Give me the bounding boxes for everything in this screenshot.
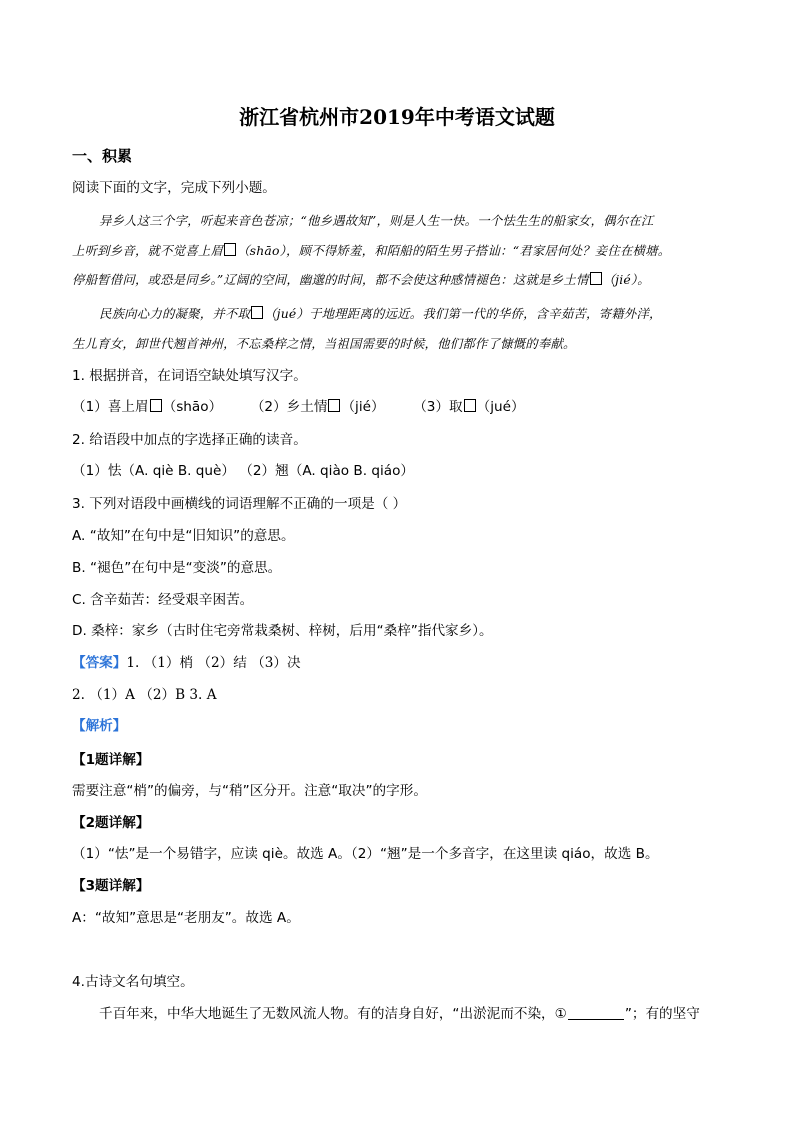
analysis-text-2: （1）“怯”是一个易错字，应读 qiè。故选 A。（2）“翘”是一个多音字，在这里读 qiáo，故选 B。	[72, 846, 659, 862]
question-2-items: （1）怯（A. qiè B. què） （2）翘（A. qiào B. qiáo）	[72, 463, 415, 479]
item-text: （2）乡土情	[250, 399, 328, 415]
analysis-tag: 【解析】	[72, 718, 127, 734]
passage-line	[72, 241, 670, 261]
passage-text: 上听到乡音，就不觉喜上眉	[72, 243, 224, 258]
passage-line: 异乡人这三个字，听起来音色苍凉；“他乡遇故知”，则是人生一快。一个怯生生的船家女，偶尔在江	[99, 213, 654, 228]
document-title: 浙江省杭州市2019年中考语文试题	[239, 105, 555, 129]
answer-tag: 【答案】	[72, 655, 127, 671]
reading-instruction: 阅读下面的文字，完成下列小题。	[72, 180, 276, 196]
analysis-heading-1: 【1题详解】	[72, 752, 150, 768]
fill-blank[interactable]	[568, 1005, 624, 1020]
passage-text: 停船暂借问，或恐是同乡。”辽阔的空间，幽邈的时间，都不会使这种感情褪色：这就是乡土情	[72, 272, 589, 287]
question-1-items	[72, 397, 525, 417]
blank-box	[464, 399, 476, 412]
q4-text: 千百年来，中华大地诞生了无数风流人物。有的洁身自好，“出淤泥而不染，①	[99, 1006, 567, 1022]
item-text: （jié）	[341, 399, 385, 415]
blank-box	[150, 399, 162, 412]
analysis-heading-3: 【3题详解】	[72, 878, 150, 894]
blank-box	[328, 399, 340, 412]
item-text: （1）喜上眉	[72, 399, 149, 415]
passage-line: 生儿育女，卸世代翘首神州，不忘桑梓之情，当祖国需要的时候，他们都作了慷慨的奉献。	[72, 336, 576, 351]
option-b: B. “褪色”在句中是“变淡”的意思。	[72, 560, 282, 576]
passage-text: （jué）于地理距离的远近。我们第一代的华侨，含辛茹苦，寄籍外洋，	[264, 306, 662, 321]
answer-text: 1. （1）梢 （2）结 （3）决	[126, 655, 301, 671]
question-4-text	[99, 1004, 700, 1024]
item-text: （3）取	[413, 399, 463, 415]
passage-line	[99, 304, 662, 324]
option-c: C. 含辛茹苦：经受艰辛困苦。	[72, 592, 254, 608]
blank-box	[224, 243, 236, 256]
passage-text: （jié）。	[602, 272, 650, 287]
blank-box	[590, 272, 602, 285]
option-a: A. “故知”在句中是“旧知识”的意思。	[72, 528, 295, 544]
blank-box	[251, 306, 263, 319]
answer-line-2: 2. （1）A （2）B 3. A	[72, 687, 217, 703]
question-3-stem: 3. 下列对语段中画横线的词语理解不正确的一项是（ ）	[72, 496, 407, 512]
passage-text: 民族向心力的凝聚，并不取	[99, 306, 251, 321]
section-heading: 一、积累	[72, 147, 133, 165]
option-d: D. 桑梓：家乡（古时住宅旁常栽桑树、梓树，后用“桑梓”指代家乡）。	[72, 623, 493, 639]
question-4-stem: 4.古诗文名句填空。	[72, 974, 194, 990]
analysis-text-1: 需要注意“梢”的偏旁，与“稍”区分开。注意“取决”的字形。	[72, 783, 427, 799]
answer-line	[72, 653, 301, 673]
analysis-heading-2: 【2题详解】	[72, 815, 150, 831]
analysis-text-3: A：“故知”意思是“老朋友”。故选 A。	[72, 910, 300, 926]
q4-text: ”；有的坚守	[624, 1006, 700, 1022]
question-1-stem: 1. 根据拼音，在词语空缺处填写汉字。	[72, 368, 307, 384]
item-text: （jué）	[476, 399, 525, 415]
passage-line	[72, 270, 650, 290]
item-text: （shāo）	[162, 399, 223, 415]
passage-text: （shāo），顾不得矫羞，和陌船的陌生男子搭讪：“君家居何处？妾住在横塘。	[237, 243, 671, 258]
question-2-stem: 2. 给语段中加点的字选择正确的读音。	[72, 432, 307, 448]
